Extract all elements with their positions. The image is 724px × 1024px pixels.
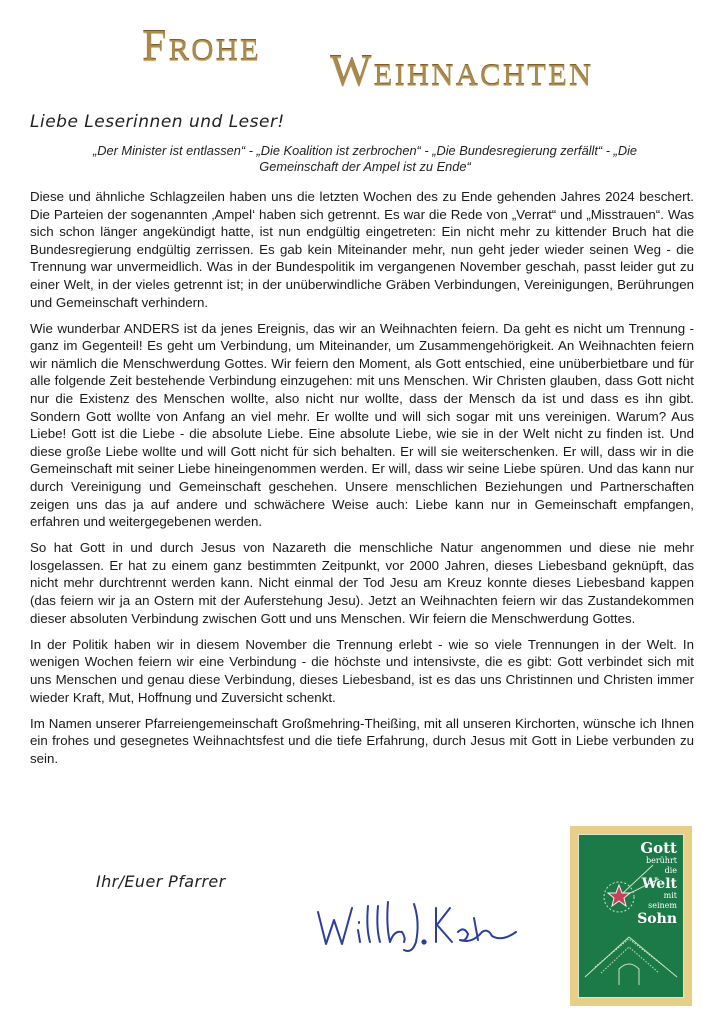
title-frohe: Frohe [142, 21, 261, 70]
christmas-card-image [570, 826, 692, 1006]
letter-body [30, 188, 694, 776]
paragraph-2: Wie wunderbar ANDERS ist da jenes Ereignis, das wir an Weihnachten feiern. Da geht es nicht um Trennung - ganz im Gegenteil! Es geht um Verbindung, um Miteinander, um Zusammengehörigkeit. An Weihnachten feiern wir nämlich die Menschwerdung Gottes. Wir feiern den Moment, als Gott entschied, eine unüberbietbare und für alle folgende Zeit bestehende Verbindung einzugehen: mit uns Menschen. Wir Christen glauben, dass Gott nicht nur die Existenz des Menschen wollte, also nicht nur wollte, dass der Mensch da ist und dass es ihn gibt. Sondern Gott wollte von Anfang an viel mehr. Er wollte und will sich sogar mit uns vereinigen. Warum? Aus Liebe! Gott ist die Liebe - die absolute Liebe. Eine absolute Liebe, wie sie in der Welt nicht zu finden ist. Und diese große Liebe wollte und will Gott nicht für sich behalten. Er will sie weiterschenken. Er will, dass wir in die Gemeinschaft mit seiner Liebe hineingenommen werden. Er will, dass wir seine Liebe spüren. Und das kann nur durch Vereinigung und Gemeinschaft geschehen. Unsere menschlichen Beziehungen und Partnerschaften zeigen uns das ja auf andere und schwächere Weise auch: Liebe kann nur in Gemeinschaft empfangen, erfahren und weitergegebenen werden. [30, 320, 694, 530]
paragraph-4: In der Politik haben wir in diesem November die Trennung erlebt - wie so viele Trennungen in der Welt. In wenigen Wochen feiern wir eine Verbindung - die höchste und intensivste, die es gibt: Gott verbindet sich mit uns Menschen und genau diese Verbindung, dieses Liebesband, ist es das uns Christinnen und Christen immer wieder Kraft, Mut, Hoffnung und Zuversicht schenkt. [30, 636, 694, 705]
title-weihnachten: Weihnachten [330, 46, 594, 95]
card-word-beruehrt: berührt [645, 856, 677, 865]
card-word-seinem: seinem [648, 900, 677, 910]
headline-quote: „Der Minister ist entlassen“ - „Die Koalition ist zerbrochen“ - „Die Bundesregierung zerfällt“ - „Die Gemeinschaft der Ampel ist zu Ende“ [92, 143, 638, 174]
paragraph-5: Im Namen unserer Pfarreiengemeinschaft Großmehring-Theißing, mit all unseren Kirchorten, wünsche ich Ihnen ein frohes und gesegnetes Weihnachtsfest und die tiefe Erfahrung, durch Jesus mit Gott in Liebe verbunden zu sein. [30, 715, 694, 766]
signature-image [312, 892, 522, 958]
closing-greeting: Ihr/Euer Pfarrer [96, 872, 226, 891]
salutation: Liebe Leserinnen und Leser! [30, 112, 285, 132]
card-word-welt: Welt [641, 876, 677, 892]
card-caption [637, 841, 677, 926]
card-word-die: die [664, 865, 677, 875]
card-word-sohn: Sohn [637, 911, 677, 927]
card-word-mit: mit [663, 891, 677, 900]
paragraph-1: Diese und ähnliche Schlagzeilen haben uns die letzten Wochen des zu Ende gehenden Jahres 2024 beschert. Die Parteien der sogenannten ‚Ampel‘ haben sich getrennt. Es war die Rede von „Verrat“ und „Misstrauen“. Was sich schon länger angekündigt hatte, ist nun endgültig eingetreten: Ein nicht mehr zu kittender Bruch hat die Bundesregierung endgültig zerrissen. Es gab kein Miteinander mehr, nun geht jeder wieder seinen Weg - die Trennung war unvermeidlich. Was in der Bundespolitik im vergangenen November geschah, passt leider gut zu einer Welt, in der vieles getrennt ist; in der unüberwindliche Gräben Verbindungen, Vereinigungen, Berührungen und Gemeinschaft verhindern. [30, 189, 694, 310]
paragraph-3: So hat Gott in und durch Jesus von Nazareth die menschliche Natur angenommen und diese nie mehr losgelassen. Er hat zu einem ganz bestimmten Zeitpunkt, vor 2000 Jahren, dieses Liebesband geknüpft, das nicht mehr durchtrennt werden kann. Nicht einmal der Tod Jesu am Kreuz konnte dieses Liebesband kappen (das feiern wir ja an Ostern mit der Auferstehung Jesu). Jetzt an Weihnachten feiern wir das Zustandekommen dieser absoluten Verbindung zwischen Gott und uns Menschen. Wir feiern die Menschwerdung Gottes. [30, 540, 694, 626]
card-green-panel [578, 834, 684, 998]
card-word-gott: Gott [640, 839, 677, 857]
